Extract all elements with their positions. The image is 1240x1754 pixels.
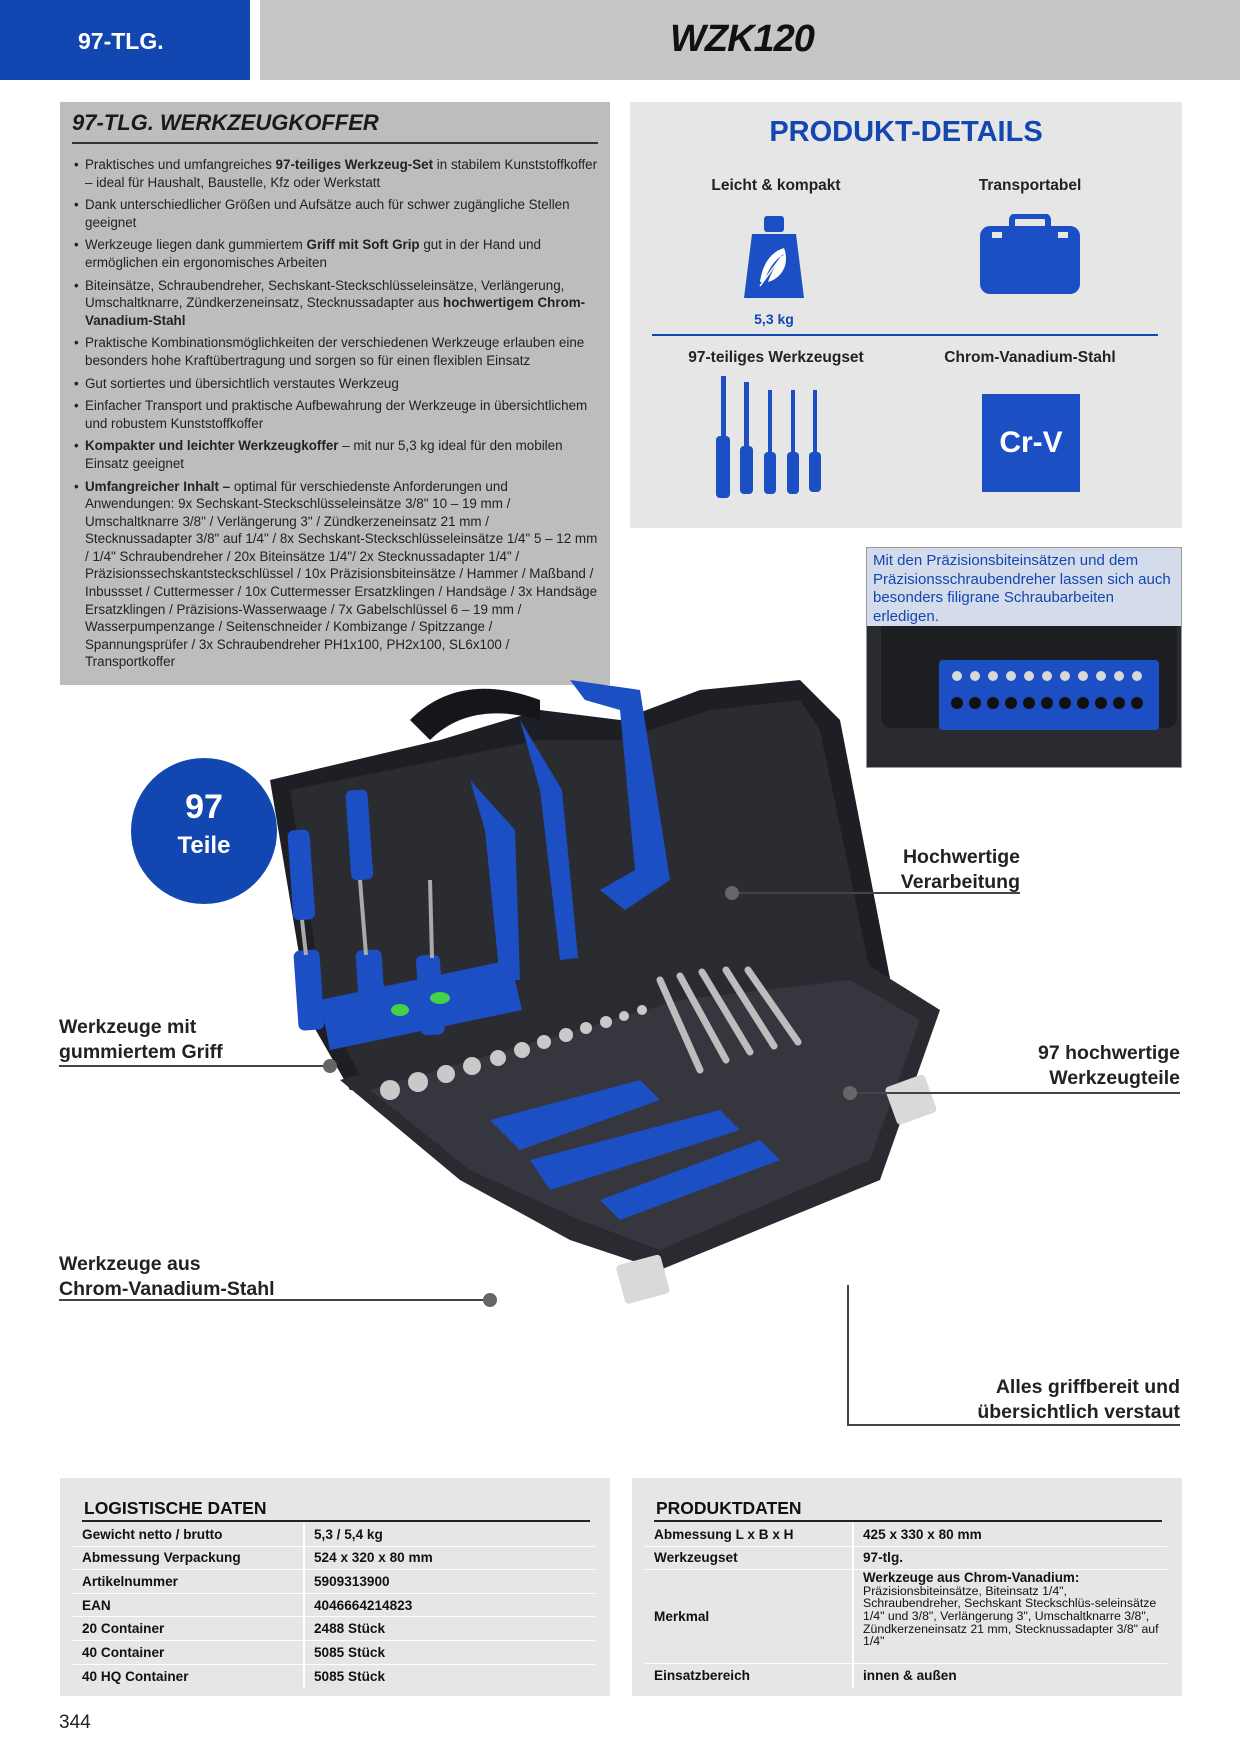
bits-caption: Mit den Präzisionsbiteinsätzen und dem Präzisionsschraubendreher lassen sich auch besonders filigrane Schraubarbeiten erledigen. (867, 548, 1182, 626)
callout-steel: Werkzeuge aus Chrom-Vanadium-Stahl (59, 1253, 275, 1300)
callout-quality: Hochwertige Verarbeitung (900, 846, 1020, 893)
product-details-title: PRODUKT-DETAILS (769, 116, 1043, 148)
weight-value: 5,3 kg (754, 311, 794, 327)
productdata-table (645, 1523, 1167, 1688)
header-tag: 97-TLG. (78, 28, 164, 54)
logistics-table-box (60, 1478, 610, 1696)
callout-ready: Alles griffbereit und übersichtlich verstaut (977, 1376, 1180, 1423)
callout-parts: 97 hochwertige Werkzeugteile (1038, 1042, 1180, 1089)
light-label: Leicht & kompakt (711, 177, 841, 194)
feature-item: • Praktische Kombinationsmöglichkeiten der verschiedenen Werkzeuge erlauben eine besonders hohe Kraftübertragung und sorgen so für einen flexiblen Einsatz (72, 334, 598, 369)
logistics-table (73, 1523, 595, 1688)
productdata-title-rule (654, 1520, 1162, 1522)
transport-label: Transportabel (978, 177, 1082, 194)
productdata-table-box (632, 1478, 1182, 1696)
feature-item: • Umfangreicher Inhalt – optimal für verschiedenste Anforderungen und Anwendungen: 9x Sechskant-Steckschlüsseleinsätze 3/8" 10 – 19 mm / Umschaltknarre 3/8" / Verlängerung 3" / Zündkerzeneinsatz 21 mm / Stecknussadapter 3/8" auf 1/4" / 8x Sechskant-Steckschlüsseleinsätze 1/4" 5 – 12 mm / 1/4" Schraubendreher / 20x Biteinsätze 1/4"/ 2x Stecknussadapter 1/4" / Präzisionssechskantsteckschlüssel / 10x Präzisionsbiteinsätze / Hammer / Maßband / Inbussset / Cuttermesser / 10x Cuttermesser Ersatzklingen / Handsäge / 3x Handsäge Ersatzklingen / Präzisions-Wasserwaage / 7x Gabelschlüssel 6 – 19 mm / Wasserpumpenzange / Seitenschneider / Kombizange / Spitzzange / Spannungsprüfer / 3x Schraubendreher PH1x100, PH2x100, SL6x100 / Transportkoffer (72, 478, 598, 672)
parts-count-label: Teile (177, 832, 231, 859)
feature-item: • Kompakter und leichter Werkzeugkoffer – mit nur 5,3 kg ideal für den mobilen Einsatz geeignet (72, 437, 598, 472)
set-label: 97-teiliges Werkzeugset (688, 349, 864, 366)
steel-label: Chrom-Vanadium-Stahl (944, 349, 1116, 366)
feature-item: • Praktisches und umfangreiches 97-teiliges Werkzeug-Set in stabilem Kunststoffkoffer – ideal für Haushalt, Baustelle, Kfz oder Werkstatt (72, 156, 598, 191)
callout-grip: Werkzeuge mit gummiertem Griff (59, 1016, 223, 1063)
feature-item: • Einfacher Transport und praktische Aufbewahrung der Werkzeuge in übersichtlichem und robustem Kunststoffkoffer (72, 397, 598, 432)
page-number: 344 (59, 1712, 91, 1733)
description-title: 97-TLG. WERKZEUGKOFFER (72, 110, 598, 144)
parts-count-badge (131, 758, 277, 904)
logistics-title-rule (82, 1520, 590, 1522)
feature-item: • Werkzeuge liegen dank gummiertem Griff mit Soft Grip gut in der Hand und ermöglichen ein ergonomisches Arbeiten (72, 236, 598, 271)
table-row: EAN 4046664214823 (73, 1594, 595, 1618)
table-row: Abmessung Verpackung 524 x 320 x 80 mm (73, 1547, 595, 1571)
table-row: 40 Container 5085 Stück (73, 1641, 595, 1665)
table-row: Einsatzbereich innen & außen (645, 1664, 1167, 1688)
productdata-title: PRODUKTDATEN (656, 1498, 802, 1518)
feature-item: • Dank unterschiedlicher Größen und Aufsätze auch für schwer zugängliche Stellen geeignet (72, 196, 598, 231)
table-row: Merkmal Werkzeuge aus Chrom-Vanadium: Präzisionsbiteinsätze, Biteinsatz 1/4", Schraubendreher, Sechskant Steckschlüs-seleinsätze 1/4" und 3/8", Verlängerung 3", Umschaltknarre 3/8", Zündkerzeneinsatz 21 mm, Stecknussadapter 3/8" auf 1/4" (645, 1570, 1167, 1664)
crv-badge: Cr-V (982, 394, 1080, 492)
feature-item: • Gut sortiertes und übersichtlich verstautes Werkzeug (72, 375, 598, 393)
feature-item: • Biteinsätze, Schraubendreher, Sechskant-Steckschlüsseleinsätze, Verlängerung, Umschaltknarre, Zündkerzeneinsatz, Stecknussadapter aus hochwertigem Chrom-Vanadium-Stahl (72, 277, 598, 330)
merkmal-text: Werkzeuge aus Chrom-Vanadium: Präzisionsbiteinsätze, Biteinsatz 1/4", Schraubendreher, Sechskant Steckschlüs-seleinsätze 1/4" und 3/8", Verlängerung 3", Umschaltknarre 3/8", Zündkerzeneinsatz 21 mm, Stecknussadapter 3/8" auf 1/4" (863, 1570, 1159, 1649)
parts-count-number: 97 (185, 788, 223, 826)
table-row: 40 HQ Container 5085 Stück (73, 1665, 595, 1689)
table-row: Werkzeugset 97-tlg. (645, 1547, 1167, 1571)
table-row: Artikelnummer 5909313900 (73, 1570, 595, 1594)
table-row: Gewicht netto / brutto 5,3 / 5,4 kg (73, 1523, 595, 1547)
table-row: 20 Container 2488 Stück (73, 1617, 595, 1641)
table-row: Abmessung L x B x H 425 x 330 x 80 mm (645, 1523, 1167, 1547)
logistics-title: LOGISTISCHE DATEN (84, 1498, 267, 1518)
model-title: WZK120 (670, 18, 814, 60)
